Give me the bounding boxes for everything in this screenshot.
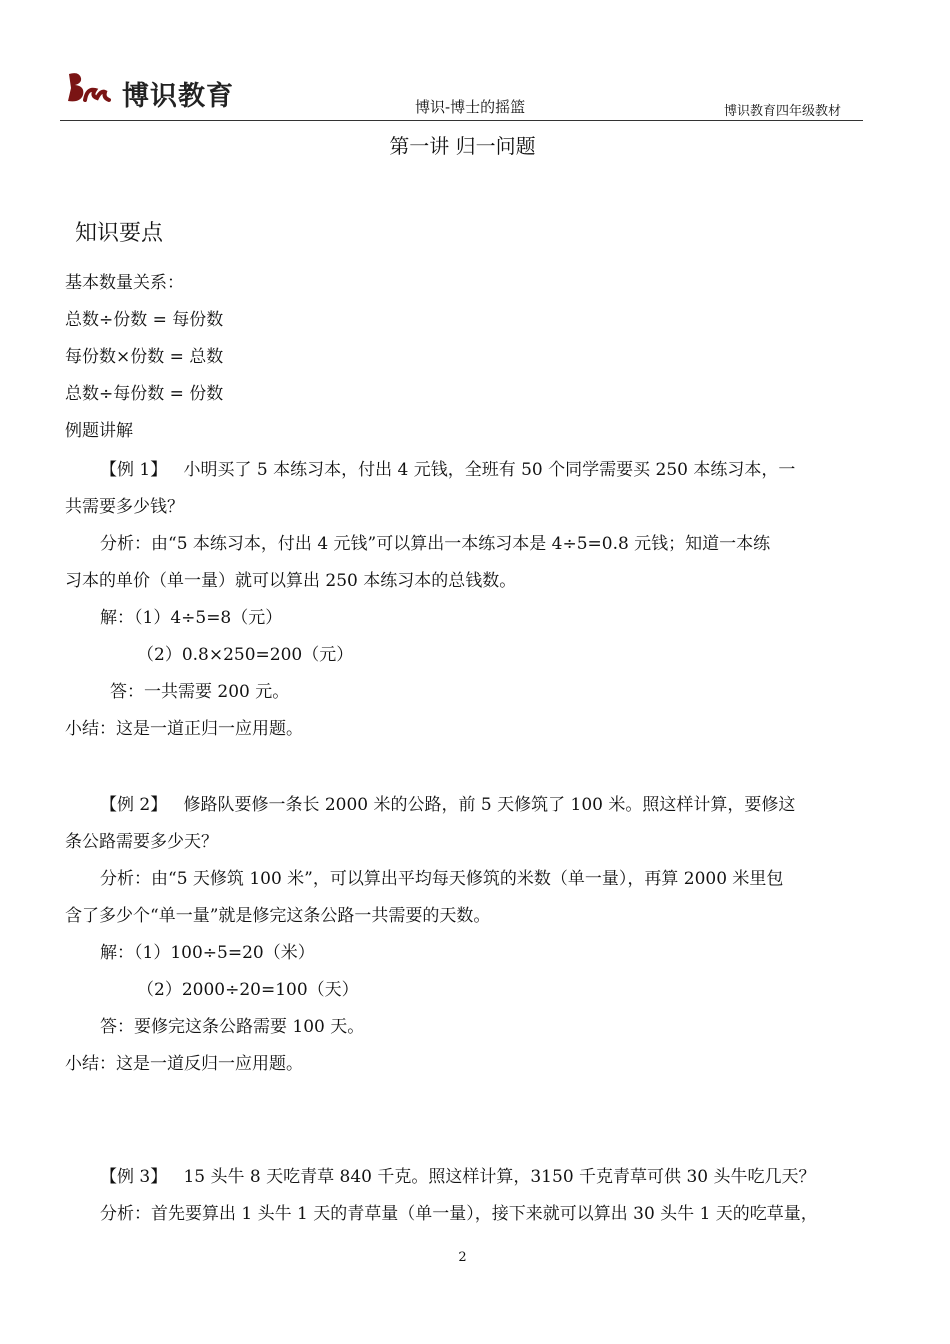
example3-label: 【例 3】	[100, 1167, 168, 1187]
example1-solution-step: （2）0.8×250=200（元）	[137, 645, 354, 665]
lesson-title: 第一讲 归一问题	[389, 134, 536, 158]
example1-analysis-cont: 习本的单价（单一量）就可以算出 250 本练习本的总钱数。	[65, 571, 517, 591]
relation-item: 总数÷每份数 = 份数	[65, 384, 224, 404]
page-number: 2	[458, 1250, 467, 1265]
example2-answer: 答：要修完这条公路需要 100 天。	[100, 1017, 365, 1037]
page-header	[60, 58, 863, 124]
example2-question-cont: 条公路需要多少天？	[65, 832, 218, 852]
example2-analysis-cont: 含了多少个“单一量”就是修完这条公路一共需要的天数。	[65, 906, 491, 926]
example3-question-line	[100, 1162, 815, 1187]
example3-analysis: 分析：首先要算出 1 头牛 1 天的青草量（单一量），接下来就可以算出 30 头牛 1 天的吃草量，	[100, 1204, 818, 1224]
relation-item: 每份数×份数 = 总数	[65, 347, 224, 367]
example2-label: 【例 2】	[100, 795, 168, 815]
relations-heading: 基本数量关系：	[65, 273, 184, 293]
example1-solution-step: 解：（1）4÷5=8（元）	[100, 608, 283, 628]
example1-question-cont: 共需要多少钱？	[65, 497, 184, 517]
example2-solution-step: （2）2000÷20=100（天）	[137, 980, 359, 1000]
example2-question-text: 修路队要修一条长 2000 米的公路，前 5 天修筑了 100 米。照这样计算，要修这	[183, 795, 796, 815]
example1-summary: 小结：这是一道正归一应用题。	[65, 719, 303, 739]
example2-analysis: 分析：由“5 天修筑 100 米”，可以算出平均每天修筑的米数（单一量），再算 2000 米里包	[100, 869, 784, 889]
brand-name: 博识教育	[122, 81, 234, 112]
example3-question-text: 15 头牛 8 天吃青草 840 千克。照这样计算，3150 千克青草可供 30 头牛吃几天？	[183, 1167, 816, 1187]
header-slogan: 博识-博士的摇篮	[415, 98, 526, 116]
example2-summary: 小结：这是一道反归一应用题。	[65, 1054, 303, 1074]
relation-item: 总数÷份数 = 每份数	[65, 310, 224, 330]
bs-logo-icon	[65, 70, 113, 106]
section-title: 知识要点	[75, 221, 164, 246]
header-divider	[60, 120, 863, 121]
example2-question-line	[100, 790, 795, 815]
example1-label: 【例 1】	[100, 460, 168, 480]
example1-answer: 答：一共需要 200 元。	[110, 682, 290, 702]
example1-question-text: 小明买了 5 本练习本，付出 4 元钱，全班有 50 个同学需要买 250 本练习本，一	[183, 460, 796, 480]
example1-analysis: 分析：由“5 本练习本，付出 4 元钱”可以算出一本练习本是 4÷5=0.8 元钱；知道一本练	[100, 534, 771, 554]
example1-question-line	[100, 455, 795, 480]
header-grade-label: 博识教育四年级教材	[723, 104, 841, 119]
example2-solution-step: 解：（1）100÷5=20（米）	[100, 943, 315, 963]
examples-heading: 例题讲解	[65, 421, 133, 441]
